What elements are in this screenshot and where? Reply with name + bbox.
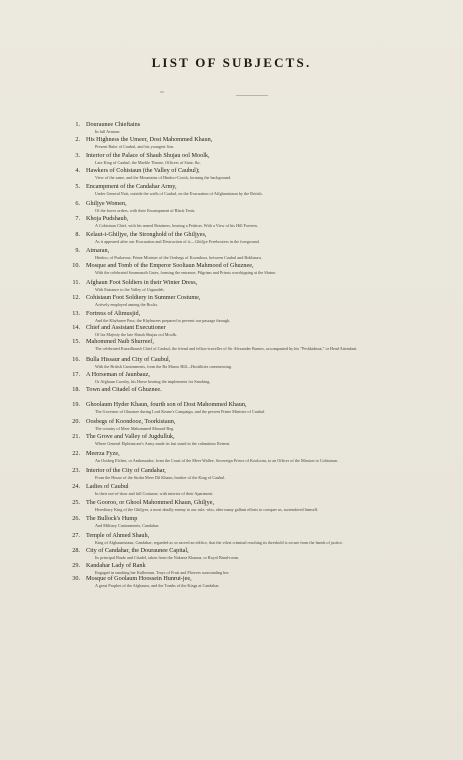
item-number: 16.: [72, 356, 80, 363]
item-heading: Fortress of Alimusjid,: [86, 310, 141, 317]
item-number: 13.: [72, 310, 80, 317]
item-description: From the House of the Sirdar Meer Dil Khaun, brother of the King of Caubul.: [95, 475, 226, 480]
item-heading: Bulla Hissaur and City of Caubul,: [86, 356, 171, 363]
item-description: With the British Cantonments, from the Ba Maroo Hill—Hostilities commencing.: [95, 364, 232, 369]
item-number: 2.: [75, 136, 80, 143]
item-number: 10.: [72, 262, 80, 269]
item-heading: A Horseman of Jaunbauz,: [86, 371, 150, 378]
item-heading: The Gooroo, or Ghool Mahommed Khaun, Ghiljye,: [86, 499, 215, 506]
item-heading: Mosque and Tomb of the Emperor Sooltaun Mahmood of Ghuznee,: [86, 262, 254, 269]
item-description: In their out-of-door and full Costume, with interior of their Apartment.: [95, 491, 214, 496]
item-number: 11.: [72, 279, 80, 286]
item-description: Actively employed among the Rocks.: [95, 302, 159, 307]
item-number: 17.: [72, 371, 80, 378]
item-heading: Temple of Ahmed Shauh,: [86, 532, 150, 539]
item-number: 25.: [72, 499, 80, 506]
item-number: 9.: [75, 247, 80, 254]
item-description: Late King of Caubul; the Marble Throne, Officers of State, &c.: [95, 160, 202, 165]
item-description: The Governor of Ghuznee during Lord Keane's Campaign, and the present Prime Minister of Caubul.: [95, 409, 266, 414]
page-title: LIST OF SUBJECTS.: [151, 55, 312, 70]
item-heading: Kelaut-i-Ghiljye, the Stronghold of the Ghiljyes,: [86, 231, 207, 238]
item-description: Hereditary King of the Ghiljyes, a most deadly enemy to our rule, who, after many gallant efforts to conquer us, surrendered himself.: [95, 507, 319, 512]
item-number: 24.: [72, 483, 80, 490]
item-description: Present Ruler of Caubul, and his youngest Son.: [95, 144, 175, 149]
item-description: Under General Nott, outside the walls of Caubul, on the Evacuation of Affghanistaun by the British.: [95, 191, 263, 196]
item-description: Of his Majesty the late Shauh Shujau ool Moolk.: [95, 332, 177, 337]
item-heading: Oosbegs of Koondooz, Toorkistaun,: [86, 418, 176, 425]
item-heading: His Highness the Umeer, Dost Mahommed Khaun,: [86, 136, 213, 143]
item-heading: Ghiljye Women,: [86, 200, 127, 207]
item-description: View of the same, and the Mountains of Hindoo-Coosh, forming the background.: [95, 175, 232, 180]
item-number: 19.: [72, 401, 80, 408]
item-description: An Oosbeg Elchee, or Ambassador, from the Court of the Meer Wallee, Sovereign Prince of Kooloom, to an Officer of the Mission to Cohistaun.: [95, 458, 338, 463]
item-heading: Afghaun Foot Soldiers in their Winter Dress,: [86, 279, 198, 286]
decorative-mark: [160, 91, 164, 93]
item-description: And Military Cantonments, Candahar.: [95, 523, 160, 528]
item-number: 5.: [75, 183, 80, 190]
item-heading: City of Candahar, the Douraunee Capital,: [86, 547, 189, 554]
item-heading: Ghoolaum Hyder Khaun, fourth son of Dost Mahommed Khaun,: [86, 401, 247, 408]
item-heading: Meerza Fyze,: [86, 450, 120, 457]
item-number: 30.: [72, 575, 80, 582]
item-heading: Cohistaun Foot Soldiery in Summer Costume,: [86, 294, 201, 301]
item-number: 15.: [72, 338, 80, 345]
item-description: A Cohistaun Chief, with his armed Retainers, bearing a Petition. With a View of his Hill Fortress.: [95, 223, 259, 228]
item-number: 8.: [75, 231, 80, 238]
item-heading: The Grove and Valley of Jugdulluk,: [86, 433, 175, 440]
item-heading: Hawkers of Cohistaun (the Valley of Caubul);: [86, 167, 200, 174]
item-number: 22.: [72, 450, 80, 457]
item-number: 3.: [75, 152, 80, 159]
item-number: 1.: [75, 121, 80, 128]
item-number: 28.: [72, 547, 80, 554]
item-heading: Ladies of Caubul: [86, 483, 129, 490]
item-heading: Atmaran,: [86, 247, 110, 254]
item-number: 29.: [72, 562, 80, 569]
item-description: With the celebrated Soomnauth Gates, forming the entrance; Pilgrims and Priests worshipping at the Shrine.: [95, 270, 277, 275]
item-number: 26.: [72, 515, 80, 522]
item-number: 23.: [72, 467, 80, 474]
item-heading: Chief and Assistant Executioner: [86, 324, 166, 331]
item-heading: The Bullock's Hump: [86, 515, 138, 522]
item-number: 27.: [72, 532, 80, 539]
item-heading: Town and Citadel of Ghuznee.: [86, 386, 162, 393]
item-description: Of the lower orders, with their Encampment of Black Tents.: [95, 208, 196, 213]
item-description: And the Khyburee Pass; the Khyburees prepared to prevent our passage through.: [95, 318, 231, 323]
item-description: In full Armour.: [95, 129, 121, 134]
item-number: 14.: [72, 324, 80, 331]
item-description: Its principal Bazâr and Citadel, taken from the Nakarra Khauna, or Royal Band-room.: [95, 555, 240, 560]
item-number: 4.: [75, 167, 80, 174]
item-heading: Interior of the City of Candahar,: [86, 467, 166, 474]
item-heading: Mosque of Goolaum Hoossein Hunrut-jee,: [86, 575, 192, 582]
item-description: The celebrated Kuzzilbaush Chief of Caubul, the friend and fellow-traveller of Sir Alexander Burnes, accompanied by his "Peshkidmut," or Head Attendant.: [95, 346, 358, 351]
item-description: King of Afghaunistaun, Candahar; regarded as so sacred an edifice, that the vilest criminal reaching its threshold is secure from the hands of justice.: [95, 540, 343, 545]
item-description: A great Prophet of the Afghauns, and the Tombs of the Kings at Candahar.: [95, 583, 220, 588]
item-heading: Kandahar Lady of Rank: [86, 562, 146, 569]
item-description: Or Afghaun Cavalry, his Horse bearing the implements for Smoking.: [95, 379, 211, 384]
item-number: 21.: [72, 433, 80, 440]
item-description: Where General Elphinstone's Army made its last stand in the calamitous Retreat.: [95, 441, 231, 446]
item-number: 18.: [72, 386, 80, 393]
item-description: Engaged in smoking her Kulleeaun. Trays of Fruit and Flowers surrounding her.: [95, 570, 230, 575]
item-number: 6.: [75, 200, 80, 207]
item-description: Hindoo, of Pushawur, Prime Minister of the Oosbegs of Koondooz, between Caubul and Bokhaura.: [95, 255, 262, 260]
item-description: The country of Meer Mahommed Moorad Beg.: [95, 426, 175, 431]
title-divider: [236, 95, 268, 96]
item-description: With Entrance to the Valley of Urgundeh.: [95, 287, 165, 292]
item-number: 12.: [72, 294, 80, 301]
item-number: 20.: [72, 418, 80, 425]
item-heading: Khoja Pudshaub,: [86, 215, 129, 222]
item-number: 7.: [75, 215, 80, 222]
item-heading: Douraunee Chieftains: [86, 121, 141, 128]
item-description: As it appeared after our Evacuation and Destruction of it.—Ghiljye Freebooters in the foreground.: [95, 239, 260, 244]
item-heading: Mahommed Naib Shurreef,: [86, 338, 154, 345]
item-heading: Interior of the Palace of Shauh Shujau ool Moolk,: [86, 152, 210, 159]
item-heading: Encampment of the Candahar Army,: [86, 183, 177, 190]
